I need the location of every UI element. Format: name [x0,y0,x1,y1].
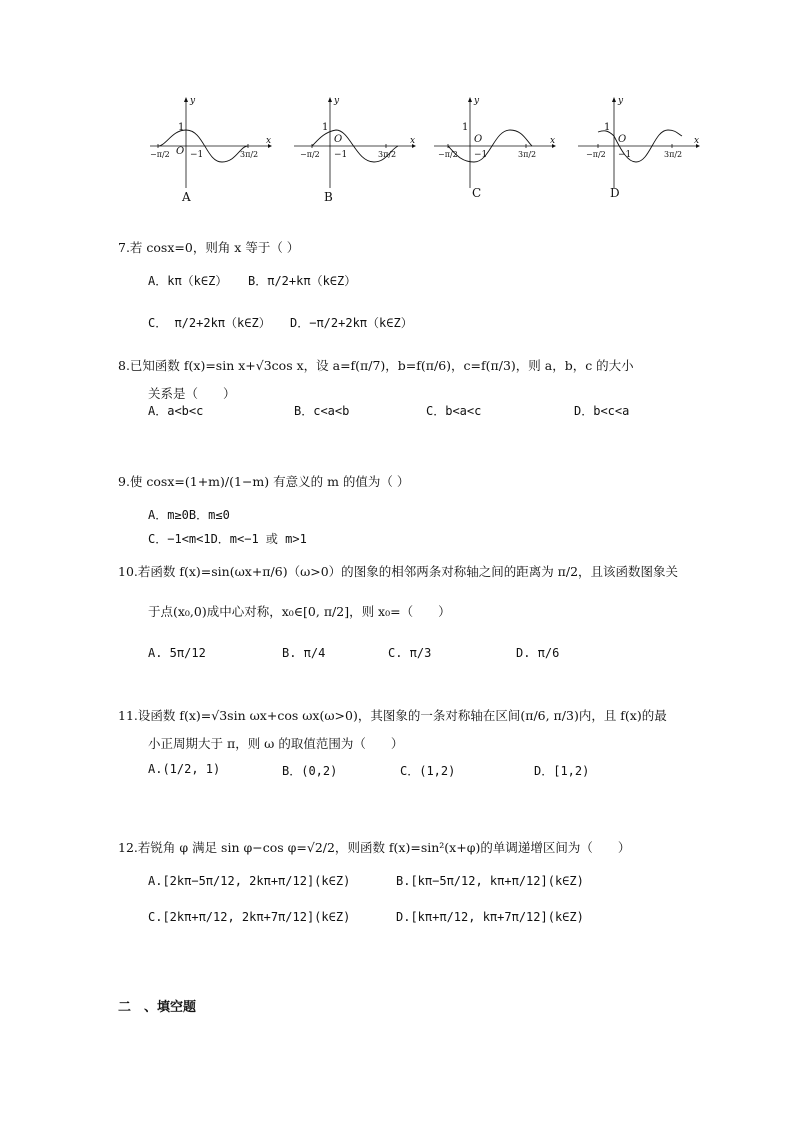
question-11-stem: 11.设函数 f(x)=√3sin ωx+cos ωx(ω>0)，其图象的一条对称轴在区间(π/6, π/3)内，且 f(x)的最 [118,708,667,723]
question-9-stem: 9.使 cosx=(1+m)/(1−m) 有意义的 m 的值为（ ） [118,474,410,489]
question-11-option-d: D．[1,2) [534,764,590,778]
graph-b-x-label: x [410,136,416,146]
question-10-option-d: D. π/6 [516,646,560,660]
graph-c-neg-one: −1 [474,150,488,160]
graph-a-y-label: y [190,96,196,106]
graph-c-label: C [472,186,482,200]
graph-c-y-label: y [474,96,480,106]
graph-a-x-label: x [266,136,272,146]
question-7-option-d: D．−π/2+2kπ（k∈Z） [290,316,413,330]
question-8-option-b: B．c<a<b [294,404,350,418]
question-10-option-a: A. 5π/12 [148,646,206,660]
graph-c-tick-left: −π/2 [438,150,458,159]
question-9-options-ab: A．m≥0B．m≤0 [148,508,230,522]
question-11-option-c: C．(1,2) [400,764,456,778]
question-11-stem-line2: 小正周期大于 π，则 ω 的取值范围为（ ） [148,736,404,751]
graph-d-y-label: y [618,96,624,106]
question-8-option-a: A．a<b<c [148,404,204,418]
question-12-stem: 12.若锐角 φ 满足 sin φ−cos φ=√2/2，则函数 f(x)=sin²(x+φ)的单调递增区间为（ ） [118,840,631,855]
graph-d-tick-right: 3π/2 [664,150,683,159]
question-10-stem-line2: 于点(x₀,0)成中心对称，x₀∈[0, π/2]，则 x₀=（ ） [148,604,451,619]
graph-a-tick-left: −π/2 [150,150,170,159]
graph-b [294,96,422,206]
graph-c-origin: O [474,134,483,145]
graph-a-label: A [182,190,191,204]
graph-d-one: 1 [604,122,611,133]
question-12-option-d: D.[kπ+π/12, kπ+7π/12](k∈Z) [396,910,584,924]
graph-c-tick-right: 3π/2 [518,150,537,159]
question-8-stem: 8.已知函数 f(x)=sin x+√3cos x，设 a=f(π/7)，b=f(π/6)，c=f(π/3)，则 a，b，c 的大小 [118,358,634,373]
graph-b-tick-right: 3π/2 [378,150,397,159]
question-7-option-c: C． π/2+2kπ（k∈Z） [148,316,271,330]
graph-b-one: 1 [322,122,329,133]
graph-d-x-label: x [694,136,700,146]
graph-c-x-label: x [550,136,556,146]
graph-c [434,96,562,206]
question-12-option-c: C.[2kπ+π/12, 2kπ+7π/12](k∈Z) [148,910,351,924]
graph-c-one: 1 [462,122,469,133]
graph-d-neg-one: −1 [618,150,632,160]
question-11-option-a: A.(1/2, 1) [148,762,221,776]
graph-d-tick-left: −π/2 [586,150,606,159]
question-12-option-b: B.[kπ−5π/12, kπ+π/12](k∈Z) [396,874,584,888]
question-8-stem-line2: 关系是（ ） [148,386,236,401]
graph-a-one: 1 [178,122,185,133]
question-7-option-b: B．π/2+kπ（k∈Z） [248,274,357,288]
graph-d-label: D [610,186,620,200]
question-10-stem: 10.若函数 f(x)=sin(ωx+π/6)（ω>0）的图象的相邻两条对称轴之间的距离为 π/2，且该函数图象关 [118,564,679,579]
question-8-option-c: C．b<a<c [426,404,482,418]
question-7-option-a: A．kπ（k∈Z） [148,274,228,288]
question-7-stem: 7.若 cosx=0，则角 x 等于（ ） [118,240,300,255]
section-heading-fill-in: 二 、填空题 [118,1000,197,1015]
question-8-option-d: D．b<c<a [574,404,630,418]
graph-d [578,96,706,206]
graph-a-neg-one: −1 [190,150,204,160]
question-9-options-cd: C．−1<m<1D．m<−1 或 m>1 [148,532,307,546]
question-12-option-a: A.[2kπ−5π/12, 2kπ+π/12](k∈Z) [148,874,351,888]
graph-b-y-label: y [334,96,340,106]
graph-b-label: B [324,190,333,204]
question-10-option-b: B. π/4 [282,646,326,660]
graph-b-origin: O [334,134,343,145]
graph-d-origin: O [618,134,627,145]
question-11-option-b: B．(0,2) [282,764,338,778]
question-10-option-c: C. π/3 [388,646,432,660]
graph-a-tick-right: 3π/2 [240,150,259,159]
graph-b-tick-left: −π/2 [300,150,320,159]
graph-b-neg-one: −1 [334,150,348,160]
graph-a [150,96,278,206]
graph-a-origin: O [176,146,185,157]
